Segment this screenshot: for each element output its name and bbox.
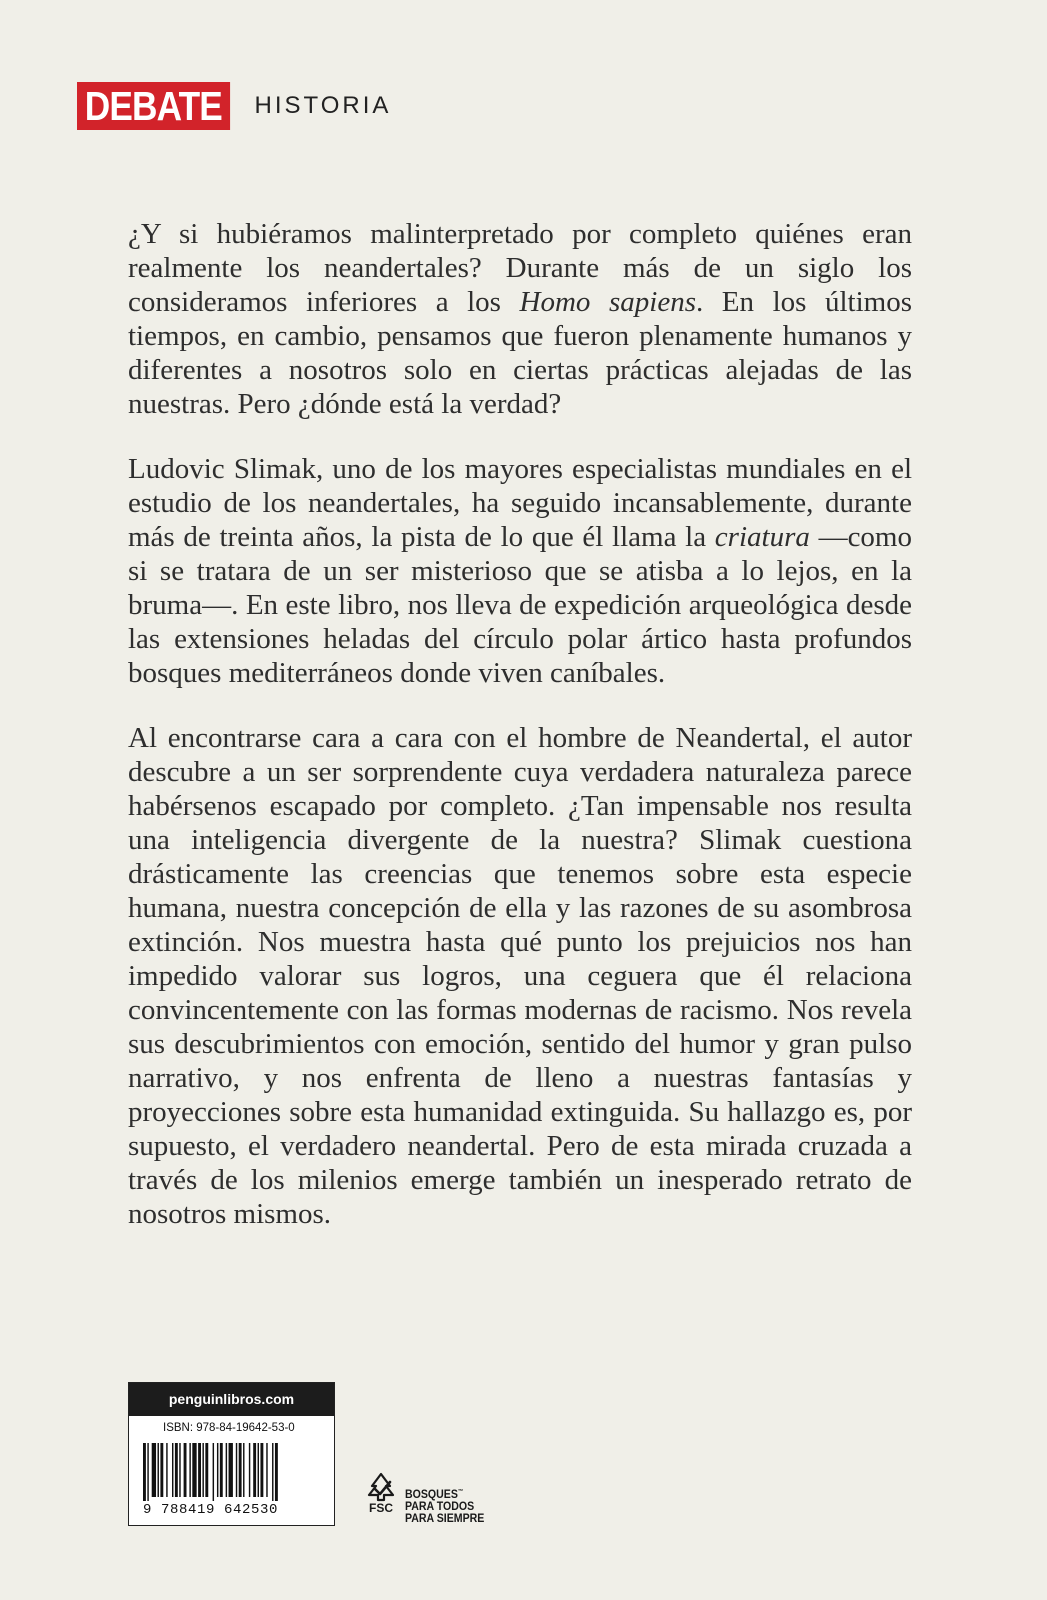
barcode-icon (141, 1443, 321, 1503)
back-cover-blurb (128, 217, 912, 1262)
isbn-label: ISBN: 978-84-19642-53-0 (163, 1422, 295, 1434)
website-label: penguinlibros.com (129, 1383, 334, 1416)
fsc-line-3: PARA SIEMPRE (405, 1512, 485, 1525)
fsc-logo (364, 1472, 491, 1525)
blurb-p2-italic: criatura (714, 521, 810, 553)
blurb-p1-italic: Homo sapiens (519, 286, 696, 318)
blurb-paragraph-2 (128, 452, 912, 690)
blurb-p2-text-a: Ludovic Slimak, uno de los mayores especialistas mundiales en el estudio de los neandertales, ha seguido incansablemente, durante más de treinta años, la pista de lo que él llama la (128, 453, 912, 553)
fsc-tree-check-icon (364, 1472, 398, 1502)
publisher-brand (77, 82, 391, 130)
fsc-line-2: PARA TODOS (405, 1500, 475, 1513)
fsc-mark (364, 1472, 398, 1515)
fsc-trademark: ™ (457, 1489, 464, 1495)
series-label: HISTORIA (254, 92, 392, 119)
fsc-code: FSC (369, 1501, 393, 1515)
fsc-slogan (405, 1486, 484, 1525)
blurb-p2-text-b: —como si se tratara de un ser misterioso que se atisba a lo lejos, en la bruma—. En este libro, nos lleva de expedición arqueológica desde las extensiones heladas del círculo polar ártico hasta profundos bosques mediterráneos donde viven caníbales. (128, 521, 912, 689)
barcode-digits: 9 788419 642530 (143, 1502, 279, 1518)
blurb-paragraph-1 (128, 217, 912, 421)
fsc-line-1: BOSQUES (405, 1488, 458, 1501)
blurb-p1-text-a: ¿Y si hubiéramos malinterpretado por completo quiénes eran realmente los neandertales? Durante más de un siglo los consideramos inferiores a los (128, 218, 912, 318)
barcode-block (128, 1382, 335, 1526)
blurb-p1-text-b: . En los últimos tiempos, en cambio, pensamos que fueron plenamente humanos y diferentes a nosotros solo en ciertas prácticas alejadas de las nuestras. Pero ¿dónde está la verdad? (128, 286, 912, 420)
debate-logo: DEBATE (77, 82, 230, 130)
blurb-paragraph-3: Al encontrarse cara a cara con el hombre de Neandertal, el autor descubre a un ser sorprendente cuya verdadera naturaleza parece habérsenos escapado por completo. ¿Tan impensable nos resulta una inteligencia divergente de la nuestra? Slimak cuestiona drásticamente las creencias que tenemos sobre esta especie humana, nuestra concepción de ella y las razones de su asombrosa extinción. Nos muestra hasta qué punto los prejuicios nos han impedido valorar sus logros, una ceguera que él relaciona convincentemente con las formas modernas de racismo. Nos revela sus descubrimientos con emoción, sentido del humor y gran pulso narrativo, y nos enfrenta de lleno a nuestras fantasías y proyecciones sobre esta humanidad extinguida. Su hallazgo es, por supuesto, el verdadero neandertal. Pero de esta mirada cruzada a través de los milenios emerge también un inesperado retrato de nosotros mismos. (128, 722, 912, 1230)
